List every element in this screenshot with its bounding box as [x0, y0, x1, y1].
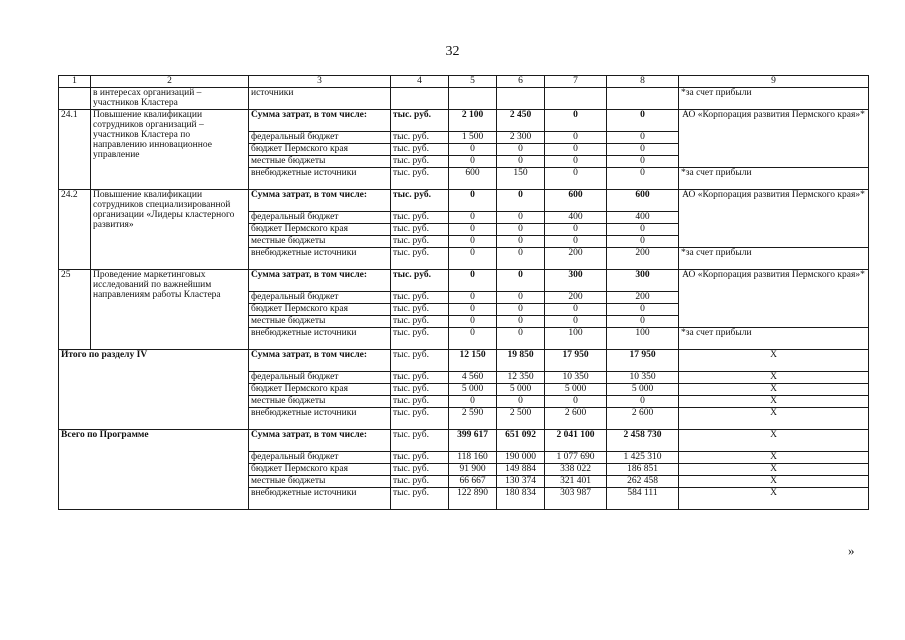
unit: тыс. руб.	[391, 190, 449, 212]
not-applicable-mark: X	[679, 452, 869, 464]
value: 150	[497, 168, 545, 190]
executor: АО «Корпорация развития Пермского края»*	[679, 270, 869, 328]
value: 303 987	[545, 488, 607, 510]
unit: тыс. руб.	[391, 110, 449, 132]
value	[497, 88, 545, 110]
unit: тыс. руб.	[391, 464, 449, 476]
value: 0	[497, 396, 545, 408]
value: 1 077 690	[545, 452, 607, 464]
value	[449, 88, 497, 110]
value: 12 350	[497, 372, 545, 384]
value: 200	[607, 292, 679, 304]
funding-source: федеральный бюджет	[249, 132, 391, 144]
funding-source: местные бюджеты	[249, 396, 391, 408]
value: 300	[545, 270, 607, 292]
value: 651 092	[497, 430, 545, 452]
value: 190 000	[497, 452, 545, 464]
value: 0	[497, 224, 545, 236]
value: 0	[545, 224, 607, 236]
value: 300	[607, 270, 679, 292]
unit: тыс. руб.	[391, 270, 449, 292]
activity-name: Повышение квалификации сотрудников организаций – участников Кластера по направлению инновационное управление	[91, 110, 249, 190]
value: 0	[497, 316, 545, 328]
value: 10 350	[607, 372, 679, 384]
funding-source: Сумма затрат, в том числе:	[249, 430, 391, 452]
value: 186 851	[607, 464, 679, 476]
value: 0	[607, 316, 679, 328]
value: 149 884	[497, 464, 545, 476]
unit: тыс. руб.	[391, 316, 449, 328]
funding-source: бюджет Пермского края	[249, 304, 391, 316]
value: 0	[545, 168, 607, 190]
table-row	[59, 270, 869, 292]
value: 0	[497, 270, 545, 292]
value: 200	[607, 248, 679, 270]
funding-source: местные бюджеты	[249, 476, 391, 488]
value: 0	[449, 316, 497, 328]
column-number: 4	[391, 76, 449, 88]
value: 0	[449, 212, 497, 224]
funding-source: федеральный бюджет	[249, 452, 391, 464]
funding-source: местные бюджеты	[249, 316, 391, 328]
value: 10 350	[545, 372, 607, 384]
value: 0	[497, 236, 545, 248]
value: 5 000	[497, 384, 545, 396]
funding-source: источники	[249, 88, 391, 110]
funding-source: бюджет Пермского края	[249, 144, 391, 156]
value: 0	[497, 156, 545, 168]
unit: тыс. руб.	[391, 236, 449, 248]
value: 0	[545, 110, 607, 132]
value: 0	[607, 236, 679, 248]
table-row	[59, 110, 869, 132]
value: 130 374	[497, 476, 545, 488]
unit: тыс. руб.	[391, 304, 449, 316]
footnote-text: *за счет прибыли	[679, 168, 869, 190]
total-label: Всего по Программе	[59, 430, 249, 510]
unit: тыс. руб.	[391, 476, 449, 488]
value: 0	[497, 144, 545, 156]
unit	[391, 88, 449, 110]
unit: тыс. руб.	[391, 384, 449, 396]
column-number: 6	[497, 76, 545, 88]
value: 122 890	[449, 488, 497, 510]
value: 2 600	[607, 408, 679, 430]
column-number: 2	[91, 76, 249, 88]
funding-source: внебюджетные источники	[249, 408, 391, 430]
funding-source: местные бюджеты	[249, 156, 391, 168]
value: 0	[449, 304, 497, 316]
not-applicable-mark: X	[679, 476, 869, 488]
value: 0	[545, 156, 607, 168]
funding-source: Сумма затрат, в том числе:	[249, 190, 391, 212]
page-number: 32	[445, 44, 460, 59]
funding-source: внебюджетные источники	[249, 488, 391, 510]
row-code	[59, 88, 91, 110]
column-number: 1	[59, 76, 91, 88]
value: 0	[497, 248, 545, 270]
program-table	[58, 75, 869, 510]
funding-source: местные бюджеты	[249, 236, 391, 248]
row-code: 24.2	[59, 190, 91, 270]
funding-source: бюджет Пермского края	[249, 464, 391, 476]
not-applicable-mark: X	[679, 372, 869, 384]
value: 0	[449, 224, 497, 236]
value: 0	[607, 110, 679, 132]
value	[545, 88, 607, 110]
activity-name: Проведение маркетинговых исследований по важнейшим направлениям работы Кластера	[91, 270, 249, 350]
unit: тыс. руб.	[391, 292, 449, 304]
value: 0	[607, 396, 679, 408]
column-number: 5	[449, 76, 497, 88]
value: 12 150	[449, 350, 497, 372]
value: 0	[449, 270, 497, 292]
funding-source: бюджет Пермского края	[249, 224, 391, 236]
unit: тыс. руб.	[391, 408, 449, 430]
unit: тыс. руб.	[391, 248, 449, 270]
value: 0	[449, 236, 497, 248]
funding-source: Сумма затрат, в том числе:	[249, 110, 391, 132]
value: 4 560	[449, 372, 497, 384]
value: 2 590	[449, 408, 497, 430]
value: 5 000	[545, 384, 607, 396]
value: 0	[545, 316, 607, 328]
executor: АО «Корпорация развития Пермского края»*	[679, 190, 869, 248]
unit: тыс. руб.	[391, 372, 449, 384]
not-applicable-mark: X	[679, 396, 869, 408]
not-applicable-mark: X	[679, 384, 869, 396]
value: 400	[545, 212, 607, 224]
closing-quote: »	[848, 543, 855, 558]
funding-source: федеральный бюджет	[249, 292, 391, 304]
value: 0	[607, 132, 679, 144]
value: 0	[497, 212, 545, 224]
value: 0	[607, 304, 679, 316]
value: 0	[449, 248, 497, 270]
value: 262 458	[607, 476, 679, 488]
total-row	[59, 430, 869, 452]
value: 100	[607, 328, 679, 350]
value: 100	[545, 328, 607, 350]
column-number: 3	[249, 76, 391, 88]
value: 0	[449, 396, 497, 408]
value: 2 300	[497, 132, 545, 144]
funding-source: внебюджетные источники	[249, 328, 391, 350]
funding-source: Сумма затрат, в том числе:	[249, 270, 391, 292]
value: 0	[497, 292, 545, 304]
value: 321 401	[545, 476, 607, 488]
column-number-row	[59, 76, 869, 88]
unit: тыс. руб.	[391, 488, 449, 510]
unit: тыс. руб.	[391, 328, 449, 350]
footnote-text: *за счет прибыли	[679, 328, 869, 350]
value: 0	[449, 292, 497, 304]
value: 0	[449, 190, 497, 212]
not-applicable-mark: X	[679, 350, 869, 372]
funding-source: внебюджетные источники	[249, 248, 391, 270]
value: 600	[607, 190, 679, 212]
value: 180 834	[497, 488, 545, 510]
unit: тыс. руб.	[391, 396, 449, 408]
activity-name: в интересах организаций – участников Кластера	[91, 88, 249, 110]
value: 0	[497, 304, 545, 316]
value: 118 160	[449, 452, 497, 464]
funding-source: Сумма затрат, в том числе:	[249, 350, 391, 372]
value: 600	[449, 168, 497, 190]
value: 200	[545, 248, 607, 270]
value: 0	[497, 190, 545, 212]
funding-source: бюджет Пермского края	[249, 384, 391, 396]
unit: тыс. руб.	[391, 212, 449, 224]
value: 0	[607, 168, 679, 190]
column-number: 7	[545, 76, 607, 88]
value: 91 900	[449, 464, 497, 476]
table-body	[59, 76, 869, 510]
value: 0	[545, 132, 607, 144]
value: 0	[607, 156, 679, 168]
unit: тыс. руб.	[391, 132, 449, 144]
continuation-row	[59, 88, 869, 110]
footnote-text: *за счет прибыли	[679, 88, 869, 110]
value: 0	[449, 144, 497, 156]
row-code: 25	[59, 270, 91, 350]
value: 17 950	[545, 350, 607, 372]
value: 0	[545, 144, 607, 156]
activity-name: Повышение квалификации сотрудников специализированной организации «Лидеры кластерного развития»	[91, 190, 249, 270]
value: 600	[545, 190, 607, 212]
value: 1 500	[449, 132, 497, 144]
funding-source: федеральный бюджет	[249, 372, 391, 384]
value: 0	[497, 328, 545, 350]
value: 0	[607, 144, 679, 156]
value: 2 041 100	[545, 430, 607, 452]
total-row	[59, 350, 869, 372]
table-row	[59, 190, 869, 212]
funding-source: внебюджетные источники	[249, 168, 391, 190]
unit: тыс. руб.	[391, 452, 449, 464]
value: 0	[449, 328, 497, 350]
column-number: 8	[607, 76, 679, 88]
not-applicable-mark: X	[679, 464, 869, 476]
value: 200	[545, 292, 607, 304]
value: 2 100	[449, 110, 497, 132]
value: 0	[545, 236, 607, 248]
not-applicable-mark: X	[679, 488, 869, 510]
value: 17 950	[607, 350, 679, 372]
value: 399 617	[449, 430, 497, 452]
unit: тыс. руб.	[391, 430, 449, 452]
value: 0	[449, 156, 497, 168]
unit: тыс. руб.	[391, 144, 449, 156]
executor: АО «Корпорация развития Пермского края»*	[679, 110, 869, 168]
value: 0	[545, 304, 607, 316]
value: 2 600	[545, 408, 607, 430]
value: 0	[607, 224, 679, 236]
value: 66 667	[449, 476, 497, 488]
unit: тыс. руб.	[391, 224, 449, 236]
value: 338 022	[545, 464, 607, 476]
footnote-text: *за счет прибыли	[679, 248, 869, 270]
value: 5 000	[449, 384, 497, 396]
value: 2 450	[497, 110, 545, 132]
column-number: 9	[679, 76, 869, 88]
unit: тыс. руб.	[391, 156, 449, 168]
value: 2 458 730	[607, 430, 679, 452]
unit: тыс. руб.	[391, 350, 449, 372]
value: 5 000	[607, 384, 679, 396]
not-applicable-mark: X	[679, 408, 869, 430]
funding-source: федеральный бюджет	[249, 212, 391, 224]
value: 1 425 310	[607, 452, 679, 464]
value	[607, 88, 679, 110]
value: 19 850	[497, 350, 545, 372]
value: 2 500	[497, 408, 545, 430]
value: 584 111	[607, 488, 679, 510]
not-applicable-mark: X	[679, 430, 869, 452]
value: 400	[607, 212, 679, 224]
value: 0	[545, 396, 607, 408]
total-label: Итого по разделу IV	[59, 350, 249, 430]
unit: тыс. руб.	[391, 168, 449, 190]
row-code: 24.1	[59, 110, 91, 190]
